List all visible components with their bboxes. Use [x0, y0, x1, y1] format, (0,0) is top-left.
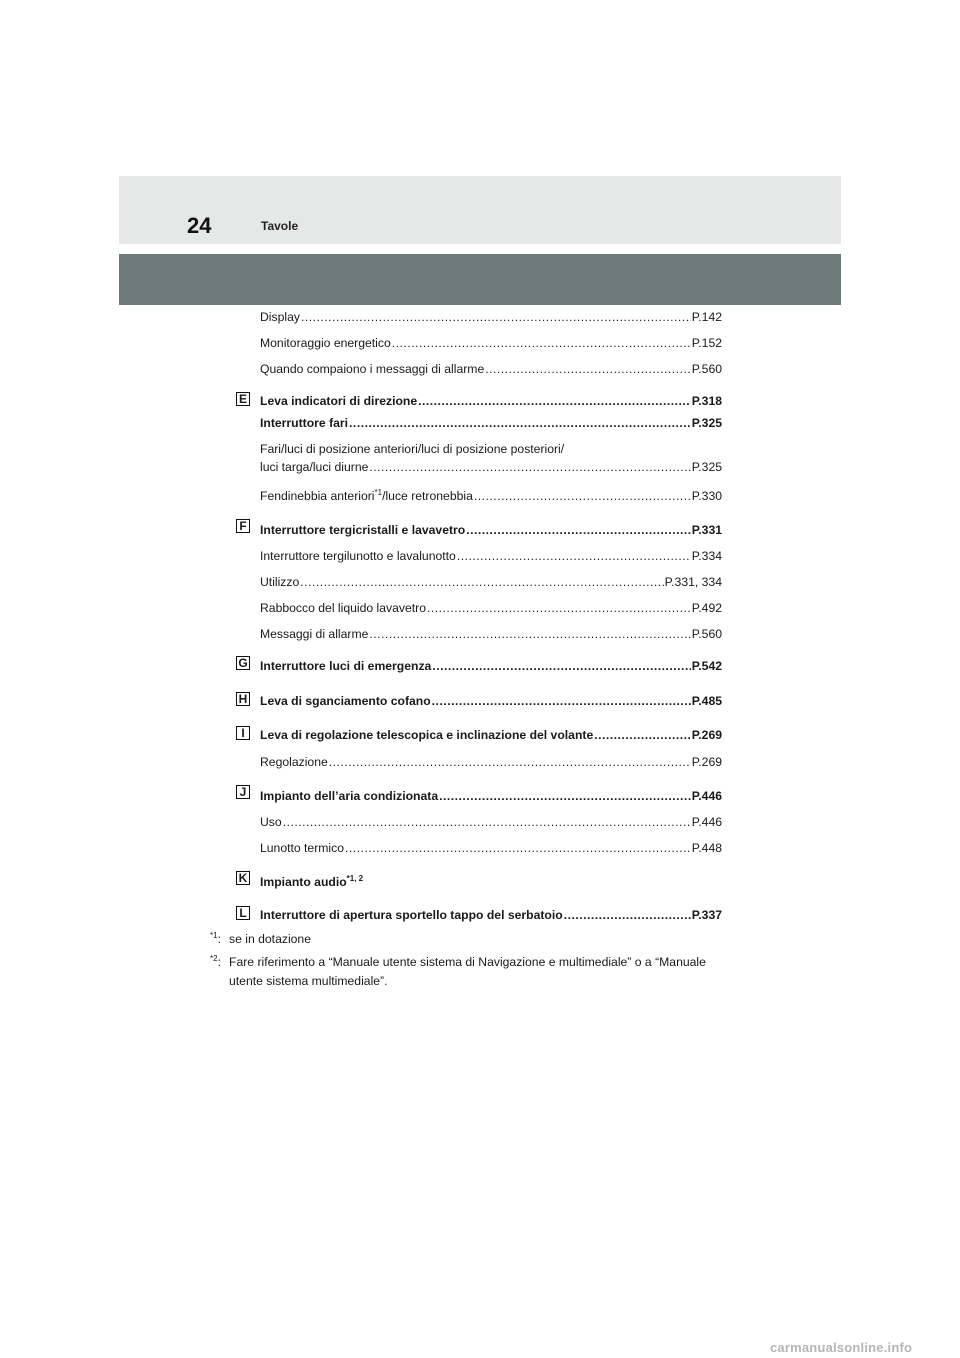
toc-entry[interactable]: Lunotto termico ..... P.448: [260, 840, 722, 856]
section-letter-h: H: [236, 692, 250, 706]
section-letter-j: J: [236, 785, 250, 799]
toc-entry[interactable]: Monitoraggio energetico ..... P.152: [260, 335, 722, 351]
section-letter-l: L: [236, 906, 250, 920]
toc-entry[interactable]: Display ..... P.142: [260, 309, 722, 325]
toc-entry[interactable]: Uso ..... P.446: [260, 814, 722, 830]
page-number: 24: [187, 213, 212, 238]
toc-entry[interactable]: luci targa/luci diurne ..... P.325: [260, 459, 722, 475]
toc-entry[interactable]: Quando compaiono i messaggi di allarme ..... P.560: [260, 361, 722, 377]
footnote-1: $^{*1}$: se in dotazione: [210, 931, 311, 946]
toc-entry-line1: Fari/luci di posizione anteriori/luci di posizione posteriori/: [260, 442, 565, 456]
section-letter-e: E: [236, 392, 250, 406]
toc-entry-bold[interactable]: Interruttore fari ..... P.325: [260, 415, 722, 431]
footnote-2-continuation: utente sistema multimediale”.: [229, 974, 388, 988]
watermark: carmanualsonline.info: [770, 1340, 913, 1355]
toc-entry-bold[interactable]: Leva di sganciamento cofano ..... P.485: [260, 693, 722, 709]
section-letter-i: I: [236, 726, 250, 740]
toc-entry[interactable]: Messaggi di allarme ..... P.560: [260, 626, 722, 642]
toc-entry-bold[interactable]: Interruttore luci di emergenza ..... P.542: [260, 658, 722, 674]
toc-entry[interactable]: Interruttore tergilunotto e lavalunotto ..... P.334: [260, 548, 722, 564]
footnote-2: $^{*2}$: Fare riferimento a “Manuale utente sistema di Navigazione e multimediale” o a “Manuale: [210, 954, 706, 969]
toc-entry[interactable]: Fendinebbia anteriori$^{*1}$/luce retronebbia ..... P.330: [260, 488, 722, 504]
section-letter-k: K: [236, 871, 250, 885]
toc-entry[interactable]: Utilizzo ..... P.331, 334: [260, 574, 722, 590]
toc-entry-bold[interactable]: Leva di regolazione telescopica e inclinazione del volante ..... P.269: [260, 727, 722, 743]
toc-entry-bold[interactable]: Interruttore di apertura sportello tappo del serbatoio ..... P.337: [260, 907, 722, 923]
section-letter-g: G: [236, 656, 250, 670]
toc-entry-bold[interactable]: Leva indicatori di direzione ..... P.318: [260, 393, 722, 409]
toc-entry[interactable]: Rabbocco del liquido lavavetro ..... P.492: [260, 600, 722, 616]
toc-entry[interactable]: Regolazione ..... P.269: [260, 754, 722, 770]
section-title: Tavole: [261, 219, 299, 233]
toc-entry-bold[interactable]: Interruttore tergicristalli e lavavetro ..... P.331: [260, 522, 722, 538]
toc-entry-audio[interactable]: Impianto audio$^{*1, 2}$: [260, 874, 364, 889]
section-letter-f: F: [236, 519, 250, 533]
toc-entry-bold[interactable]: Impianto dell’aria condizionata ..... P.446: [260, 788, 722, 804]
